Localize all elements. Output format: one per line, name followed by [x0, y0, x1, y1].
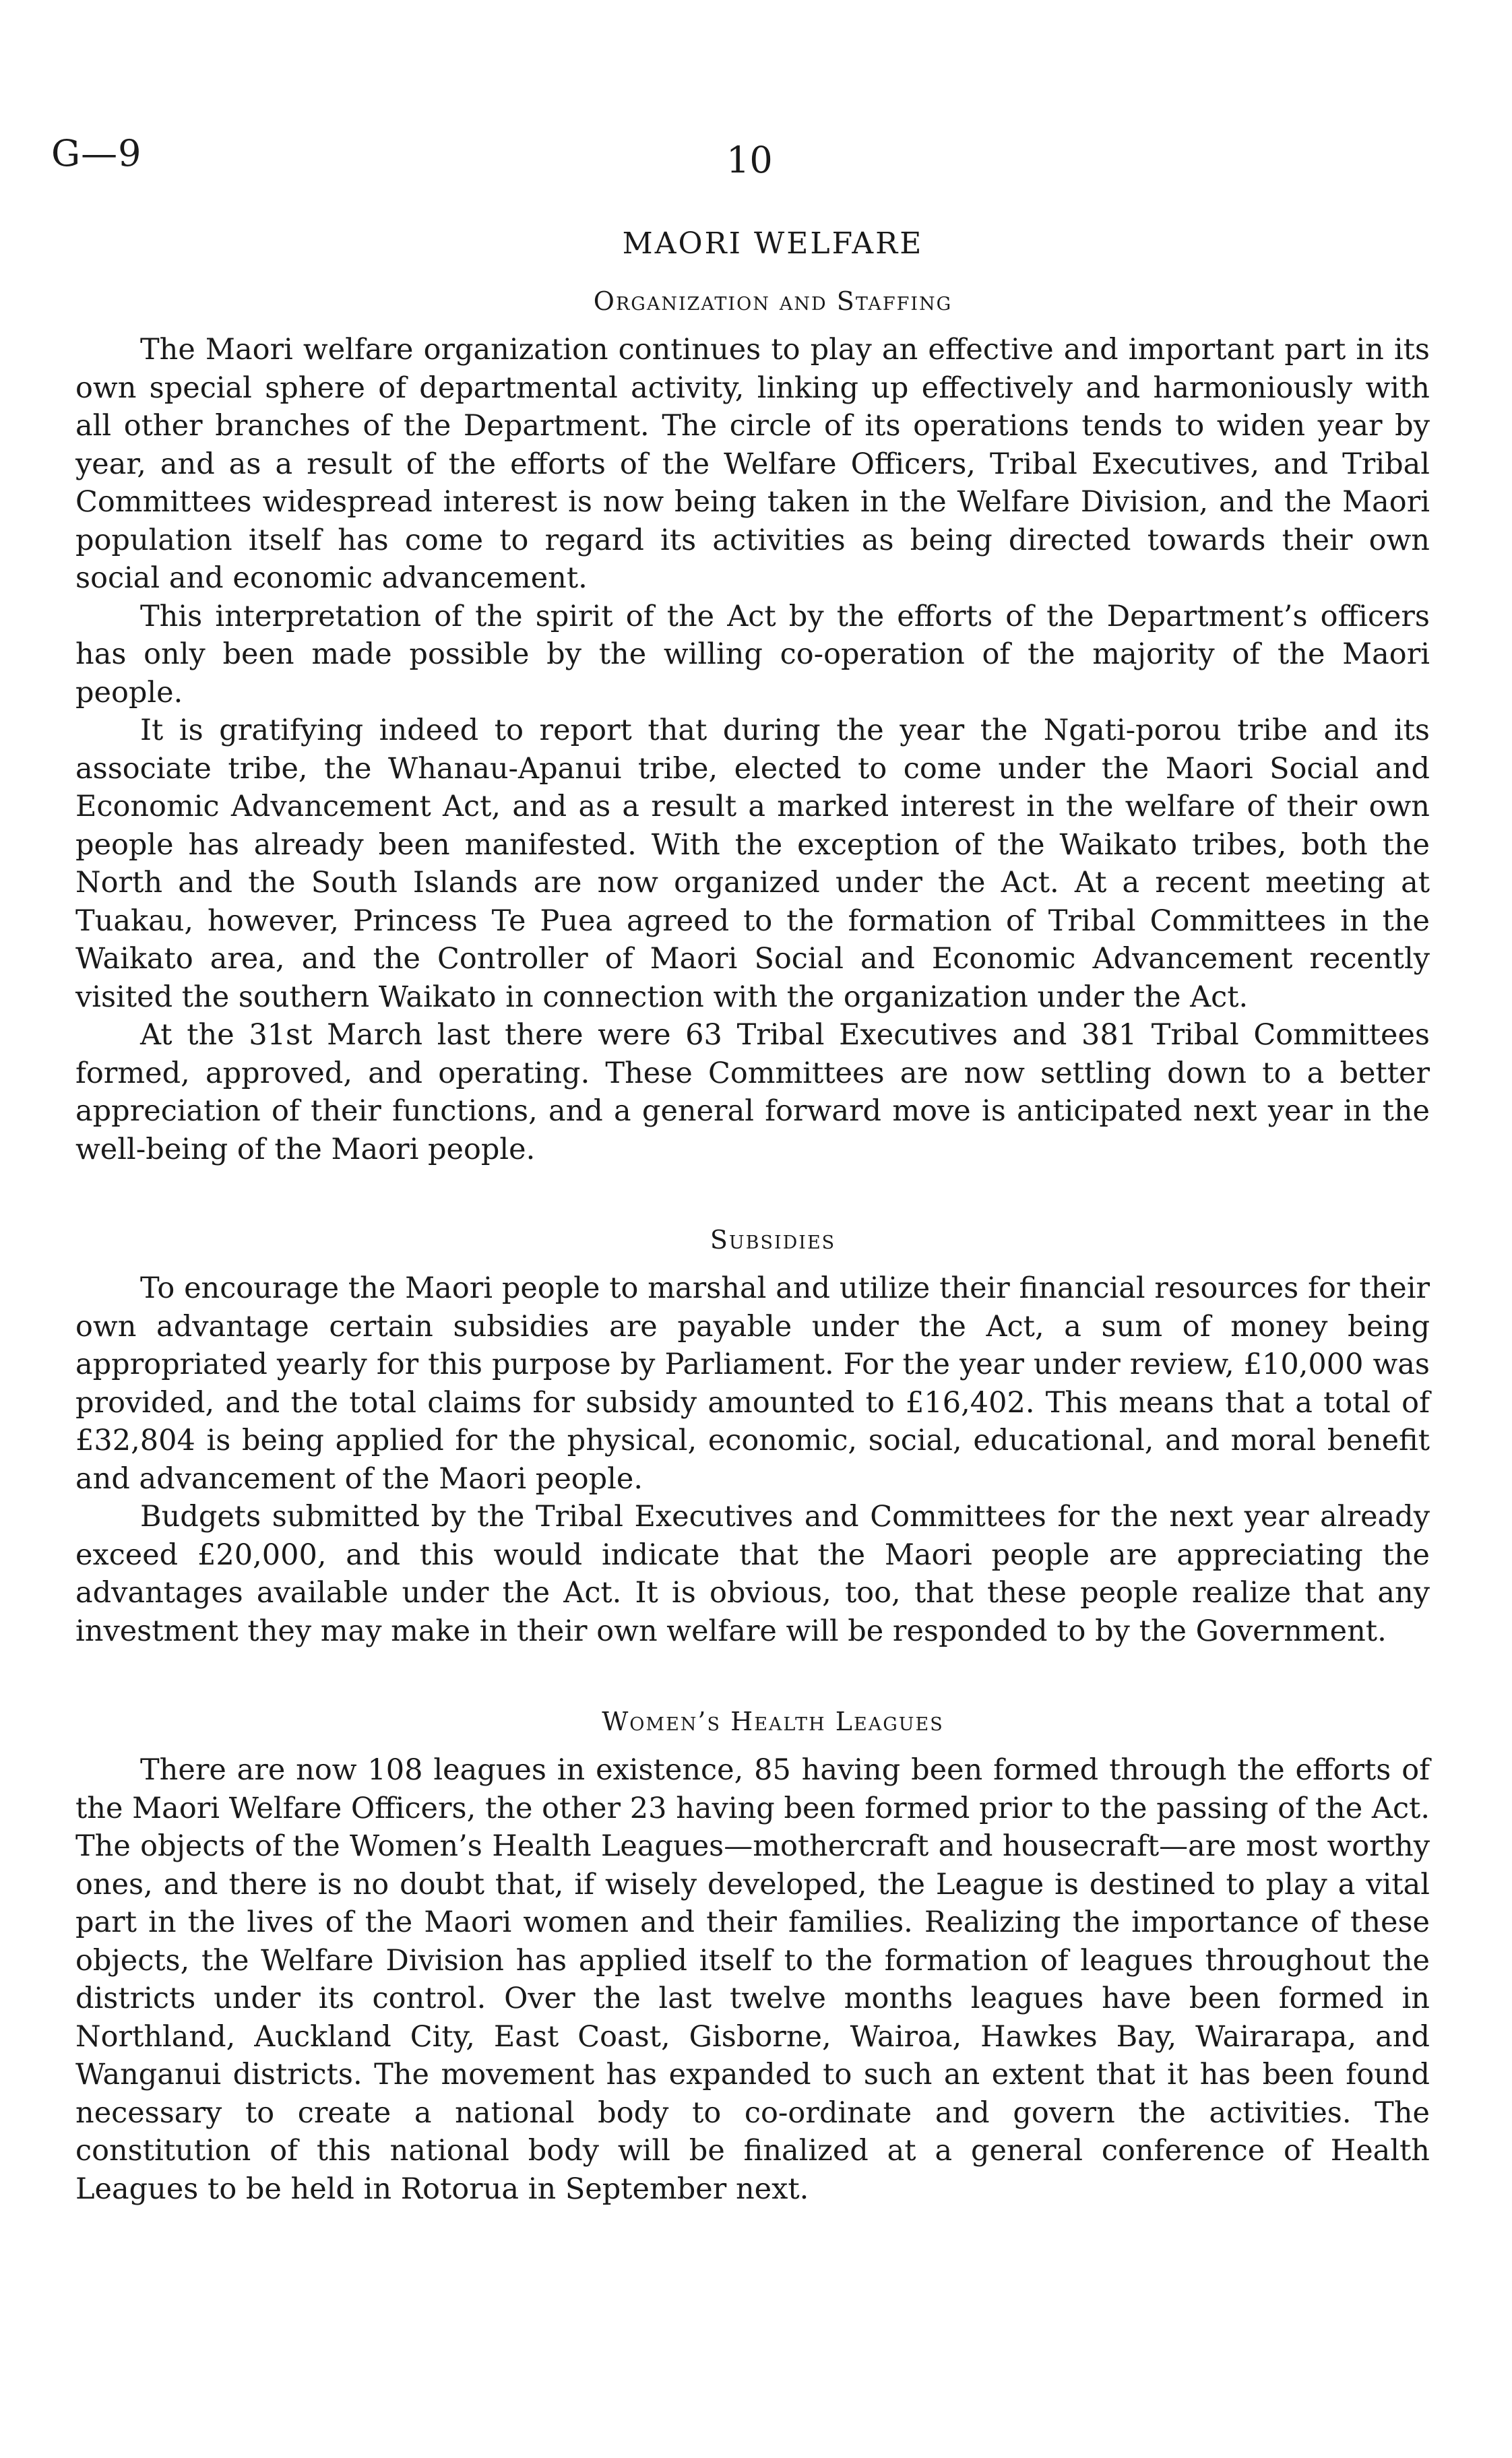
page-title: MAORI WELFARE	[622, 226, 924, 261]
report-reference: G—9	[51, 132, 142, 175]
paragraph: Budgets submitted by the Tribal Executives and Committees for the next year already exceed £20,000, and this would indicate that the Maori people are appreciating the advantages available under the Act. It is obvious, too, that these people realize that any investment they may make in their own welfare will be responded to by the Government.	[75, 1500, 1430, 1648]
section-womens-health-leagues	[75, 1707, 1430, 2208]
page-content	[75, 226, 1430, 2208]
paragraph: This interpretation of the spirit of the Act by the efforts of the Department’s officers has only been made possible by the willing co-operation of the majority of the Maori people.	[75, 599, 1430, 710]
paragraph: At the 31st March last there were 63 Tribal Executives and 381 Tribal Committees formed, approved, and operating. These Committees are now settling down to a better appreciation of their functions, and a general forward move is anticipated next year in the well-being of the Maori people.	[75, 1018, 1430, 1166]
paragraph: There are now 108 leagues in existence, 85 having been formed through the efforts of the Maori Welfare Officers, the other 23 having been formed prior to the passing of the Act. The objects of the Women’s Health Leagues—mothercraft and housecraft—are most worthy ones, and there is no doubt that, if wisely developed, the League is destined to play a vital part in the lives of the Maori women and their families. Realizing the importance of these objects, the Welfare Division has applied itself to the formation of leagues throughout the districts under its control. Over the last twelve months leagues have been formed in Northland, Auckland City, East Coast, Gisborne, Wairoa, Hawkes Bay, Wairarapa, and Wanganui districts. The movement has expanded to such an extent that it has been found necessary to create a national body to co-ordinate and govern the activities. The constitution of this national body will be finalized at a general conference of Health Leagues to be held in Rotorua in September next.	[75, 1753, 1430, 2206]
section-heading: Women’s Health Leagues	[602, 1707, 944, 1736]
section-subsidies	[75, 1225, 1430, 1650]
paragraph: To encourage the Maori people to marshal and utilize their financial resources for their own advantage certain subsidies are payable under the Act, a sum of money being appropriated yearly for this purpose by Parliament. For the year under review, £10,000 was provided, and the total claims for subsidy amounted to £16,402. This means that a total of £32,804 is being applied for the physical, economic, social, educational, and moral benefit and advancement of the Maori people.	[75, 1271, 1430, 1496]
page-number: 10	[726, 139, 773, 181]
paragraph: It is gratifying indeed to report that during the year the Ngati-porou tribe and its associate tribe, the Whanau-Apanui tribe, elected to come under the Maori Social and Economic Advancement Act, and as a result a marked interest in the welfare of their own people has already been manifested. With the exception of the Waikato tribes, both the North and the South Islands are now organized under the Act. At a recent meeting at Tuakau, however, Princess Te Puea agreed to the formation of Tribal Committees in the Waikato area, and the Controller of Maori Social and Economic Advancement recently visited the southern Waikato in connection with the organization under the Act.	[75, 714, 1430, 1014]
section-heading: Subsidies	[710, 1225, 836, 1255]
section-heading: Organization and Staffing	[593, 286, 953, 316]
section-organization-staffing	[75, 286, 1430, 1168]
paragraph: The Maori welfare organization continues to play an effective and important part in its own special sphere of departmental activity, linking up effectively and harmoniously with all other branches of the Department. The circle of its operations tends to widen year by year, and as a result of the efforts of the Welfare Officers, Tribal Executives, and Tribal Committees widespread interest is now being taken in the Welfare Division, and the Maori population itself has come to regard its activities as being directed towards their own social and economic advancement.	[75, 333, 1430, 595]
